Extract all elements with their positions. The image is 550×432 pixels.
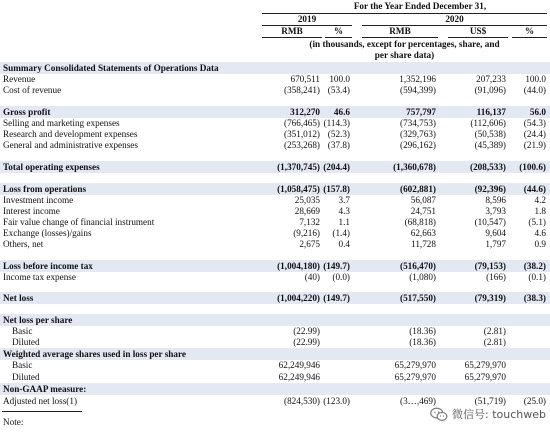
cell-usd-2020: (79,319) (474, 293, 506, 303)
table-row (0, 107, 550, 118)
cell-rmb-2019: (1,058,475) (277, 184, 320, 194)
cell-pct-2020: (0.1) (528, 272, 546, 282)
cell-usd-2020: 65,279,970 (464, 360, 506, 370)
cell-usd-2020: (112,606) (470, 118, 506, 128)
cell-rmb-2019: 670,511 (290, 74, 320, 84)
col-header-rmb-2019: RMB (281, 26, 303, 36)
row-label: Revenue (3, 74, 36, 84)
cell-usd-2020: (50,538) (474, 129, 506, 139)
cell-usd-2020: 9,604 (485, 228, 506, 238)
cell-usd-2020: 207,233 (476, 74, 506, 84)
year-2019-header: 2019 (297, 14, 317, 24)
cell-pct-2020: (24.4) (523, 129, 546, 139)
row-label: Income tax expense (3, 272, 76, 282)
cell-usd-2020: (51,719) (474, 396, 506, 406)
cell-pct-2019: 1.1 (338, 217, 350, 227)
units-note-line1: (in thousands, except for percentages, share, and (309, 39, 500, 49)
row-label: Total operating expenses (3, 162, 100, 172)
cell-rmb-2020: 62,663 (410, 228, 436, 238)
cell-usd-2020: (91,096) (474, 85, 506, 95)
cell-pct-2019: (149.7) (323, 293, 350, 303)
cell-usd-2020: 8,596 (485, 195, 506, 205)
cell-rmb-2020: 1,352,196 (399, 74, 436, 84)
cell-usd-2020: (79,153) (474, 261, 506, 271)
cell-pct-2020: 56.0 (529, 107, 546, 117)
cell-pct-2019: (52.3) (327, 129, 350, 139)
cell-usd-2020: (2.81) (483, 337, 506, 347)
table-row (0, 162, 550, 173)
row-label: Basic (12, 326, 33, 336)
row-label: Exchange (losses)/gains (3, 228, 92, 238)
row-label: Diluted (12, 337, 40, 347)
cell-rmb-2019: (22.99) (293, 337, 320, 347)
col-header-pct-2019: % (333, 26, 344, 36)
cell-usd-2020: (208,533) (470, 162, 506, 172)
table-row (0, 206, 550, 217)
cell-usd-2020: 116,137 (476, 107, 506, 117)
cell-pct-2020: 100.0 (525, 74, 546, 84)
cell-pct-2019: (1.4) (332, 228, 350, 238)
watermark-text: 微信号: touchweb (452, 408, 546, 421)
cell-usd-2020: 1,797 (485, 239, 506, 249)
cell-pct-2020: (21.9) (523, 140, 546, 150)
cell-rmb-2020: (602,881) (400, 184, 436, 194)
cell-rmb-2019: 62,249,946 (278, 360, 320, 370)
units-note-line2: per share data) (374, 50, 435, 60)
watermark (430, 406, 546, 422)
table-row (0, 349, 550, 360)
row-label: Weighted average shares used in loss per share (3, 349, 186, 359)
cell-pct-2019: (114.3) (323, 118, 350, 128)
table-row (0, 315, 550, 326)
cell-pct-2020: (5.1) (528, 217, 546, 227)
table-row (0, 63, 550, 74)
cell-rmb-2020: (18.36) (409, 337, 436, 347)
row-label: Net loss (3, 293, 34, 303)
table-row (0, 384, 550, 395)
row-label: Net loss per share (3, 315, 73, 325)
cell-rmb-2019: (40) (304, 272, 320, 282)
cell-usd-2020: (92,396) (474, 184, 506, 194)
cell-rmb-2020: (18.36) (409, 326, 436, 336)
cell-rmb-2020: 11,728 (411, 239, 436, 249)
year-2020-header: 2020 (445, 14, 464, 24)
cell-pct-2020: (25.0) (523, 396, 546, 406)
cell-pct-2019: (204.4) (323, 162, 350, 172)
cell-pct-2019: 100.0 (329, 74, 350, 84)
row-label: Investment income (3, 195, 74, 205)
cell-pct-2019: 46.6 (333, 107, 350, 117)
cell-rmb-2019: (766,465) (284, 118, 320, 128)
cell-rmb-2019: (22.99) (293, 326, 320, 336)
cell-rmb-2020: (517,550) (400, 293, 436, 303)
row-label: Research and development expenses (3, 129, 138, 139)
footnote-rule (2, 411, 82, 412)
row-label: Others, net (3, 239, 44, 249)
col-rule (512, 37, 547, 38)
cell-pct-2019: (123.0) (323, 396, 350, 406)
cell-pct-2019: (157.8) (323, 184, 350, 194)
table-row (0, 337, 550, 348)
table-row (0, 118, 550, 129)
cell-rmb-2020: 65,279,970 (394, 360, 436, 370)
table-row (0, 372, 550, 383)
cell-pct-2020: (100.6) (519, 162, 546, 172)
table-row (0, 184, 550, 195)
cell-rmb-2019: (358,241) (284, 85, 320, 95)
row-label: Adjusted net loss(1) (3, 396, 78, 406)
cell-rmb-2020: 757,797 (406, 107, 436, 117)
table-row (0, 360, 550, 371)
cell-usd-2020: 65,279,970 (464, 372, 506, 382)
col-rule (448, 37, 508, 38)
row-label: Loss from operations (3, 184, 87, 194)
cell-rmb-2020: (1,080) (409, 272, 436, 282)
cell-rmb-2019: 312,270 (290, 107, 320, 117)
cell-usd-2020: (166) (486, 272, 506, 282)
cell-pct-2019: (0.0) (332, 272, 350, 282)
cell-rmb-2019: (351,012) (284, 129, 320, 139)
cell-usd-2020: 3,793 (485, 206, 506, 216)
cell-rmb-2020: (1,360,678) (393, 162, 436, 172)
cell-rmb-2020: (329,763) (400, 129, 436, 139)
row-label: Diluted (12, 372, 40, 382)
row-label: Cost of revenue (3, 85, 62, 95)
table-row (0, 129, 550, 140)
cell-rmb-2019: (1,370,745) (277, 162, 320, 172)
table-row (0, 272, 550, 283)
col-rule (362, 37, 438, 38)
row-label: Gross profit (3, 107, 51, 117)
table-row (0, 74, 550, 85)
row-label: General and administrative expenses (3, 140, 138, 150)
cell-rmb-2020: (68,818) (404, 217, 436, 227)
table-row (0, 228, 550, 239)
col-header-pct-2020: % (524, 26, 535, 36)
cell-pct-2020: 0.9 (534, 239, 546, 249)
col-rule (262, 37, 322, 38)
cell-pct-2019: (53.4) (327, 85, 350, 95)
cell-pct-2020: (38.2) (523, 261, 546, 271)
col-rule (325, 37, 352, 38)
row-label: Loss before income tax (3, 261, 93, 271)
cell-rmb-2019: 7,132 (299, 217, 320, 227)
row-label: Fair value change of financial instrument (3, 217, 155, 227)
row-label: Summary Consolidated Statements of Operations Data (3, 63, 219, 73)
cell-rmb-2019: (9,216) (293, 228, 320, 238)
table-row (0, 85, 550, 96)
cell-rmb-2019: 2,675 (299, 239, 320, 249)
cell-pct-2020: 4.2 (534, 195, 546, 205)
cell-rmb-2020: 24,751 (410, 206, 436, 216)
cell-rmb-2020: (516,470) (400, 261, 436, 271)
cell-rmb-2020: 56,087 (410, 195, 436, 205)
cell-rmb-2020: (3…,469) (400, 396, 436, 406)
cell-usd-2020: (45,389) (474, 140, 506, 150)
cell-rmb-2020: (734,753) (400, 118, 436, 128)
cell-pct-2019: 4.3 (338, 206, 350, 216)
cell-pct-2019: 3.7 (338, 195, 350, 205)
cell-pct-2020: (44.0) (523, 85, 546, 95)
row-label: Non-GAAP measure: (3, 384, 87, 394)
col-header-rmb-2020: RMB (389, 26, 411, 36)
cell-pct-2019: (149.7) (323, 261, 350, 271)
table-row (0, 326, 550, 337)
cell-pct-2019: (37.8) (327, 140, 350, 150)
cell-pct-2019: 0.4 (338, 239, 350, 249)
cell-usd-2020: (10,547) (474, 217, 506, 227)
table-row (0, 140, 550, 151)
cell-pct-2020: 1.8 (534, 206, 546, 216)
row-label: Selling and marketing expenses (3, 118, 120, 128)
cell-usd-2020: (2.81) (483, 326, 506, 336)
cell-pct-2020: (54.3) (523, 118, 546, 128)
cell-rmb-2019: 25,035 (294, 195, 320, 205)
cell-pct-2020: (38.3) (523, 293, 546, 303)
cell-rmb-2019: 28,669 (294, 206, 320, 216)
table-row (0, 217, 550, 228)
cell-rmb-2019: 62,249,946 (278, 372, 320, 382)
table-row (0, 261, 550, 272)
table-row (0, 195, 550, 206)
row-label: Interest income (3, 206, 60, 216)
wechat-icon (430, 407, 448, 422)
col-header-usd-2020: US$ (469, 26, 487, 36)
cell-pct-2020: 4.6 (534, 228, 546, 238)
cell-rmb-2019: (824,530) (284, 396, 320, 406)
cell-rmb-2020: 65,279,970 (394, 372, 436, 382)
cell-rmb-2020: (296,162) (400, 140, 436, 150)
cell-rmb-2019: (1,004,180) (277, 261, 320, 271)
table-row (0, 239, 550, 250)
period-header: For the Year Ended December 31, (353, 1, 487, 11)
row-label: Basic (12, 360, 33, 370)
cell-rmb-2020: (594,399) (400, 85, 436, 95)
cell-rmb-2019: (1,004,220) (277, 293, 320, 303)
cell-rmb-2019: (253,268) (284, 140, 320, 150)
cell-pct-2020: (44.6) (523, 184, 546, 194)
table-row (0, 293, 550, 304)
footnote-label: Note: (3, 417, 24, 427)
